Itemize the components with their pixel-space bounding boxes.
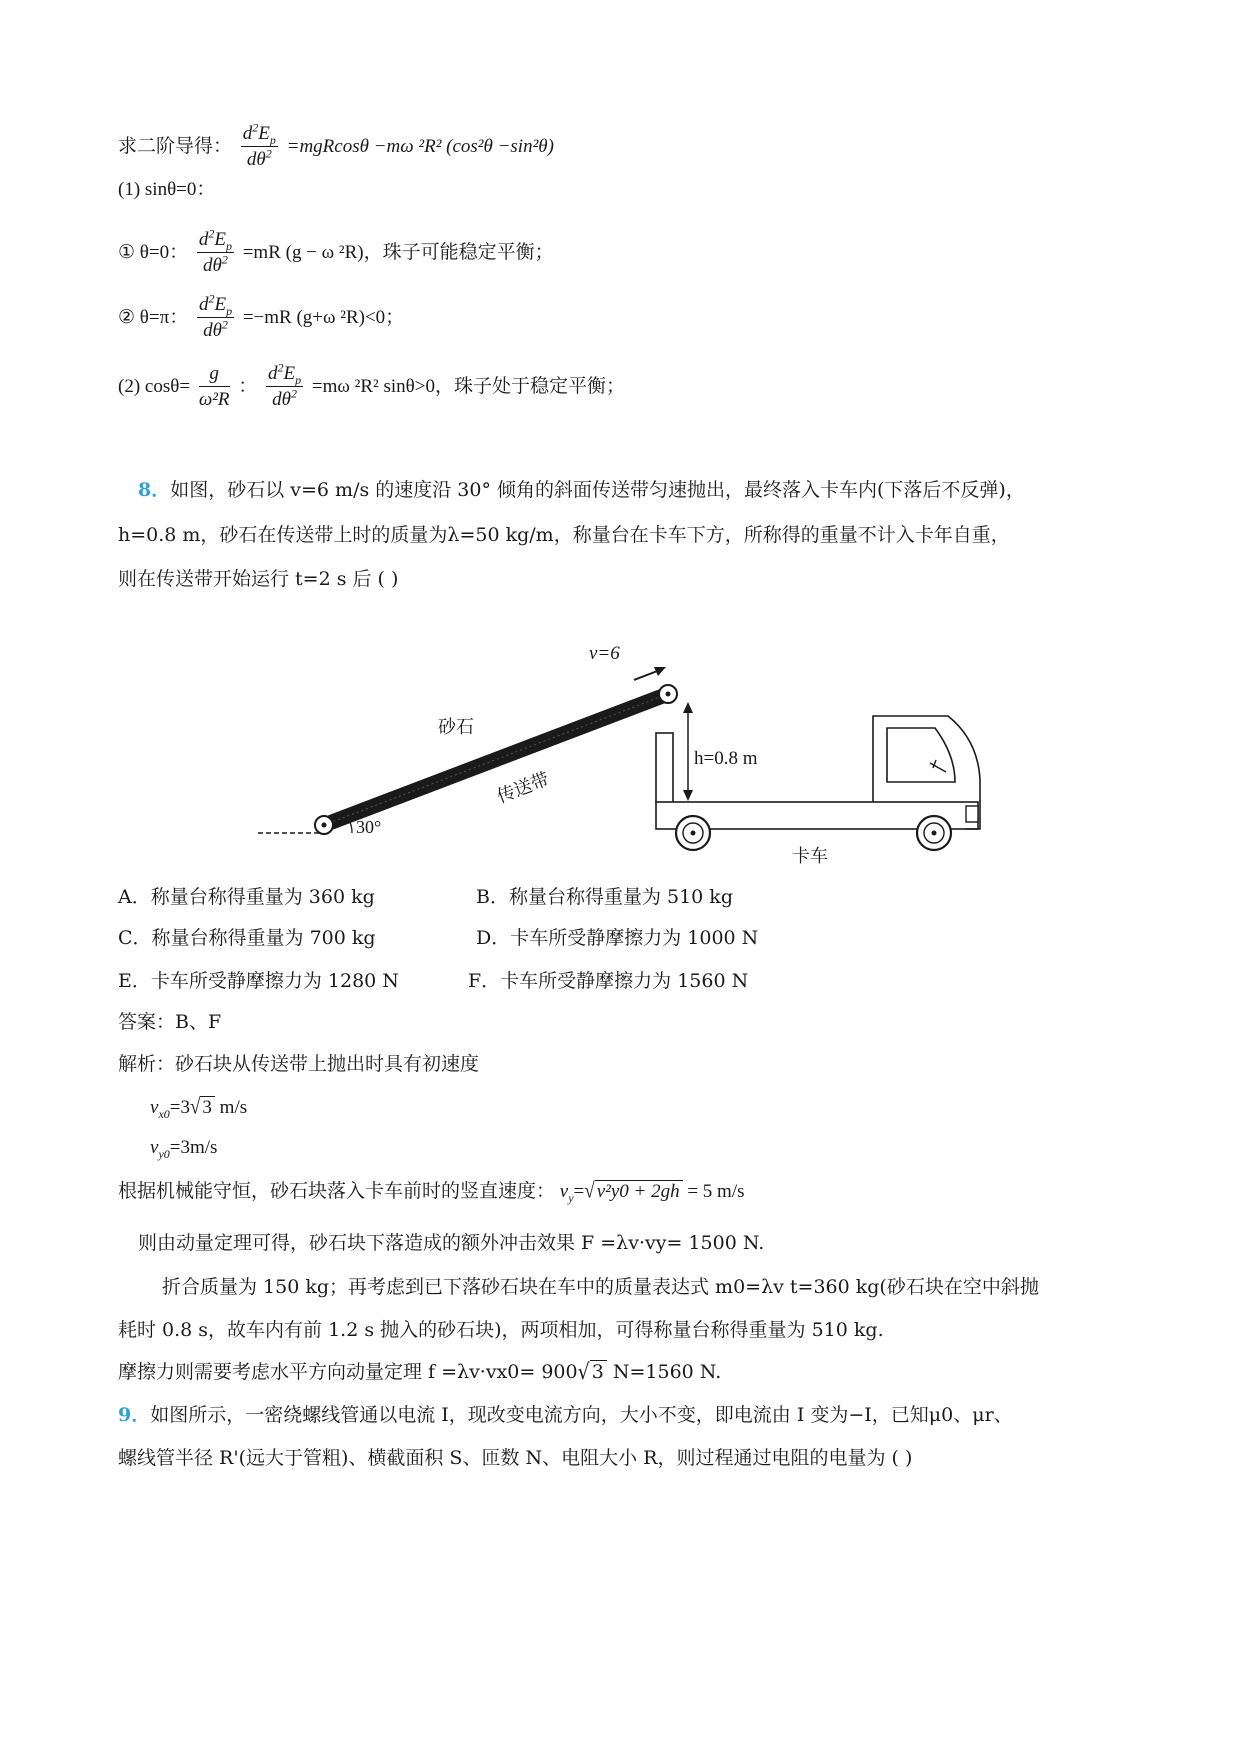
- option-a[interactable]: A．称量台称得重量为 360 kg: [118, 886, 375, 908]
- sand-label: 砂石: [438, 717, 474, 738]
- angle-label: 30°: [356, 817, 382, 837]
- option-d[interactable]: D．卡车所受静摩擦力为 1000 N: [476, 927, 759, 949]
- p-subscript: p: [269, 132, 276, 147]
- mass-line1: 折合质量为 150 kg；再考虑到已下落砂石块在车中的质量表达式 m0=λv t=360 kg(砂石块在空中斜抛: [162, 1276, 1039, 1298]
- vx0-root: 3: [200, 1096, 215, 1119]
- d-symbol: d: [242, 123, 253, 144]
- vy0-value: =3m/s: [169, 1137, 218, 1158]
- belt-label: 传送带: [494, 768, 553, 808]
- energy-prefix: 根据机械能守恒，砂石块落入卡车前时的竖直速度：: [118, 1181, 556, 1202]
- front-wheel-hub: [932, 831, 937, 836]
- energy-vy: v: [559, 1181, 569, 1202]
- vx0-equals: =3: [169, 1097, 190, 1118]
- height-arrow-top: [683, 702, 693, 713]
- vx0-line: $v_{x0}=3√$ 3 m/s: [150, 1095, 248, 1121]
- q8-number: 8．: [138, 479, 171, 501]
- impulse-line: 则由动量定理可得，砂石块下落造成的额外冲击效果 F =λv·vy= 1500 N.: [138, 1232, 765, 1254]
- truck-label: 卡车: [792, 846, 828, 867]
- q8-stem-line3: 则在传送带开始运行 t=2 s 后 ( ): [118, 568, 399, 590]
- dtheta-symbol: dθ: [246, 149, 266, 170]
- second-derivative-rhs: =mgRcosθ −mω ²R² (cos²θ −sin²θ): [286, 135, 554, 157]
- friction-line: 摩擦力则需要考虑水平方向动量定理 f =λv·vx0= 900√ 3 N=1560 N.: [118, 1359, 722, 1385]
- case2-numerator: g: [199, 362, 230, 387]
- case1b-fraction: $\frac{d^2E_p}{d\theta^2}$: [198, 291, 233, 341]
- second-derivative-prefix: 求二阶导得：: [118, 135, 233, 157]
- case1a-rhs: =mR (g − ω ²R)，珠子可能稳定平衡；: [242, 241, 554, 263]
- q8-stem-text1: 如图，砂石以 v=6 m/s 的速度沿 30° 倾角的斜面传送带匀速抛出，最终落入卡车内(下落后不反弹)，: [170, 479, 1025, 501]
- case2-prefix: (2) cosθ=: [118, 375, 191, 397]
- case2-rhs: =mω ²R² sinθ>0，珠子处于稳定平衡；: [311, 375, 625, 397]
- truck-bumper: [966, 806, 978, 822]
- steering-wheel-line: [930, 763, 946, 772]
- vx0-unit: m/s: [214, 1097, 248, 1118]
- upper-roller-axle: [666, 692, 671, 697]
- energy-line: 根据机械能守恒，砂石块落入卡车前时的竖直速度： $v_y=√$ v²y0 + 2gh = 5 m/s: [118, 1179, 745, 1205]
- rear-wheel-hub: [691, 831, 696, 836]
- energy-vy-sub: y: [568, 1190, 574, 1205]
- energy-eq: =: [573, 1181, 585, 1202]
- lower-roller-axle: [322, 823, 327, 828]
- vx0-subscript: x0: [158, 1106, 170, 1121]
- case2-colon: ：: [238, 375, 258, 397]
- case2-denominator: ω²R: [198, 389, 230, 410]
- q8-stem-line2: h=0.8 m，砂石在传送带上时的质量为λ=50 kg/m，称量台在卡车下方，所称得的重量不计入卡年自重，: [118, 524, 1010, 546]
- vy0-subscript: y0: [158, 1146, 170, 1161]
- analysis-intro: 解析：砂石块从传送带上抛出时具有初速度: [118, 1053, 480, 1075]
- case2-deriv-fraction: $\frac{d^2E_p}{d\theta^2}$: [268, 360, 302, 410]
- option-c[interactable]: C．称量台称得重量为 700 kg: [118, 927, 376, 949]
- option-e[interactable]: E．卡车所受静摩擦力为 1280 N: [118, 970, 399, 992]
- height-label: h=0.8 m: [694, 748, 758, 769]
- truck-window: [887, 728, 955, 782]
- q9-stem-line1: [118, 1403, 1013, 1427]
- answer-line: 答案：B、F: [118, 1011, 222, 1033]
- case1b-rhs: =−mR (g+ω ²R)<0；: [242, 306, 405, 328]
- option-f[interactable]: F．卡车所受静摩擦力为 1560 N: [468, 970, 749, 992]
- energy-result: = 5 m/s: [682, 1181, 745, 1202]
- vx0-symbol: v: [150, 1097, 159, 1118]
- d2Ep-fraction: $\frac{d^2E_p}{d\theta^2}$: [242, 120, 276, 170]
- case1a-prefix: ① θ=0：: [118, 241, 189, 263]
- friction-root: 3: [590, 1360, 607, 1383]
- mass-line2: 耗时 0.8 s，故车内有前 1.2 s 抛入的砂石块)，两项相加，可得称量台称得重量为 510 kg.: [118, 1319, 884, 1341]
- case1-label: (1) sinθ=0：: [118, 179, 216, 200]
- energy-root: v²y0 + 2gh: [595, 1180, 683, 1203]
- vy0-line: $v_{y0}=3m/s$: [150, 1137, 218, 1161]
- friction-suffix: N=1560 N.: [606, 1361, 722, 1383]
- case1b-prefix: ② θ=π：: [118, 306, 189, 328]
- option-b[interactable]: B．称量台称得重量为 510 kg: [476, 886, 733, 908]
- E-symbol: E: [258, 123, 270, 144]
- height-arrow-bottom: [683, 790, 693, 801]
- friction-prefix: 摩擦力则需要考虑水平方向动量定理 f =λv·vx0= 900: [118, 1361, 578, 1383]
- q9-number: 9．: [118, 1404, 151, 1426]
- q9-stem-text1: 如图所示，一密绕螺线管通以电流 I，现改变电流方向，大小不变，即电流由 I 变为−I，已知μ0、μr、: [150, 1404, 1013, 1426]
- case1a-fraction: $\frac{d^2E_p}{d\theta^2}$: [198, 226, 232, 276]
- truck-tailgate: [656, 733, 673, 803]
- velocity-label: v=6: [589, 643, 620, 664]
- q9-stem-line2: 螺线管半径 R'(远大于管粗)、横截面积 S、匝数 N、电阻大小 R，则过程通过电阻的电量为 ( ): [118, 1447, 913, 1469]
